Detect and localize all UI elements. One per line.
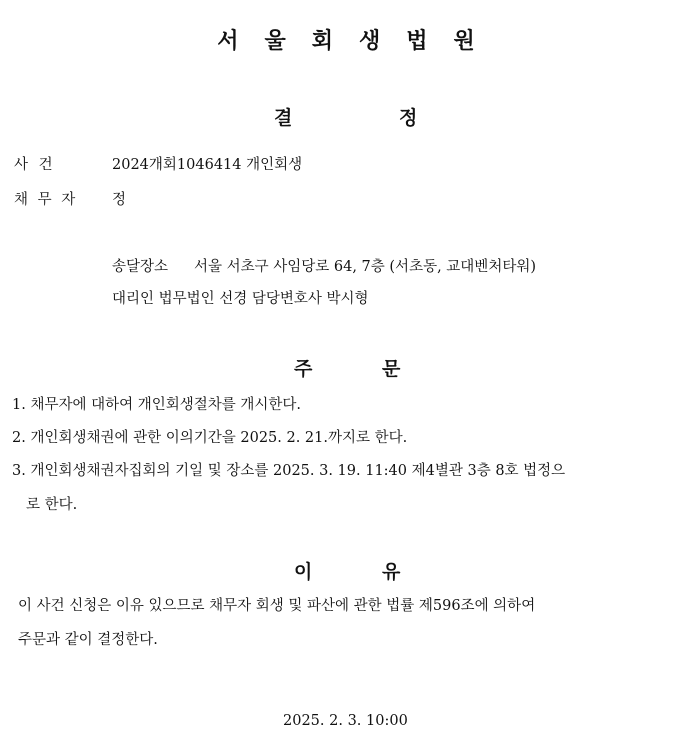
order-item-3-continued: 로 한다. [26,497,78,513]
order-heading-left: 주 [294,358,313,380]
debtor-name: 정 [112,192,127,208]
order-heading-right: 문 [382,358,401,380]
reason-heading-right: 유 [382,561,401,583]
order-item-1: 1. 채무자에 대하여 개인회생절차를 개시한다. [12,397,302,413]
order-item-2: 2. 개인회생채권에 관한 이의기간을 2025. 2. 21.까지로 한다. [12,430,408,446]
decision-date: 2025. 2. 3. 10:00 [283,713,408,729]
case-number: 2024개회1046414 개인회생 [112,157,303,173]
document-title-right: 정 [399,107,418,129]
debtor-label: 채 무 자 [14,192,76,208]
case-label: 사 건 [14,157,53,173]
legal-agent: 대리인 법무법인 선경 담당변호사 박시형 [112,291,369,307]
reason-line-2: 주문과 같이 결정한다. [18,632,158,648]
order-item-3: 3. 개인회생채권자집회의 기일 및 장소를 2025. 3. 19. 11:40 제4별관 3층 8호 법정으 [12,463,566,479]
document-title-left: 결 [274,107,293,129]
reason-line-1: 이 사건 신청은 이유 있으므로 채무자 회생 및 파산에 관한 법률 제596조에 의하여 [18,598,536,614]
reason-heading-left: 이 [294,561,313,583]
service-address-label: 송달장소 [112,259,169,275]
service-address: 서울 서초구 사임당로 64, 7층 (서초동, 교대벤처타워) [194,259,536,275]
court-name: 서울회생법원 [217,29,501,54]
